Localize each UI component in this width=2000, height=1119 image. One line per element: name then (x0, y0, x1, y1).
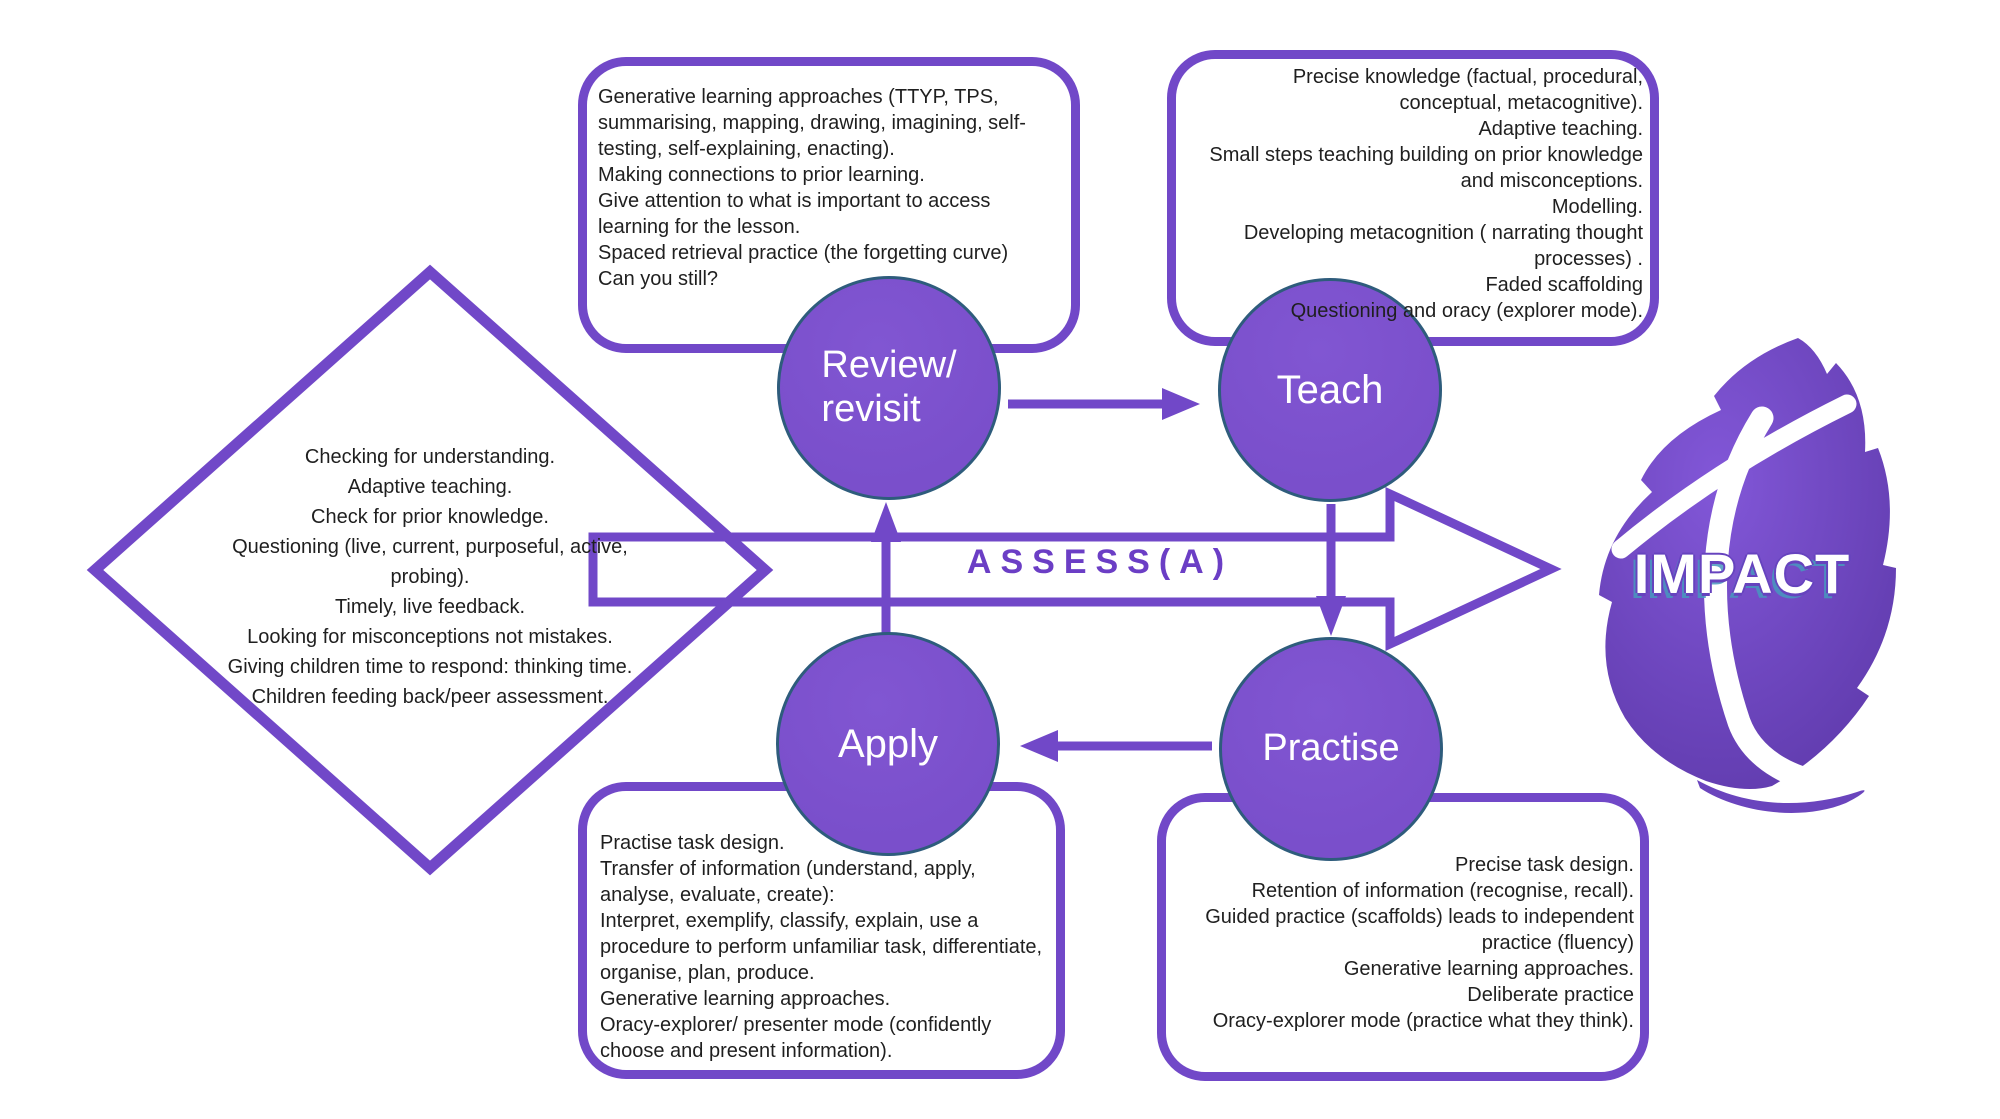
note-line: Questioning and oracy (explorer mode). (1290, 300, 1643, 322)
assess-arrow-label: ASSESS(A) (966, 543, 1234, 581)
stage-circle-review-revisit (777, 276, 1001, 500)
note-line: Small steps teaching building on prior knowledge and misconceptions. (1209, 144, 1643, 192)
note-line: Faded scaffolding (1485, 274, 1643, 296)
note-line: Modelling. (1551, 196, 1643, 218)
note-line: Spaced retrieval practice (the forgetting curve) (598, 242, 1009, 264)
note-line: Oracy-explorer mode (practice what they think). (1212, 1010, 1634, 1032)
stage-label-apply: Apply (837, 722, 939, 766)
note-line: Adaptive teaching. (347, 476, 513, 498)
note-line: Oracy-explorer/ presenter mode (confidently choose and present information). (600, 1014, 992, 1062)
note-line: Interpret, exemplify, classify, explain, use a procedure to perform unfamiliar task, differentiate, organise, plan, produce. (600, 910, 1043, 984)
note-line: Guided practice (scaffolds) leads to independent practice (fluency) (1205, 906, 1634, 954)
arrow-review-to-teach (1008, 388, 1200, 420)
stage-label-line: Review/ (821, 344, 957, 387)
review-notes-text (598, 84, 1066, 292)
note-line: Can you still? (598, 268, 719, 290)
note-line: Children feeding back/peer assessment. (251, 686, 609, 708)
stage-label-practise: Practise (1262, 727, 1400, 770)
note-line: Developing metacognition ( narrating thought processes) . (1243, 222, 1643, 270)
note-line: Check for prior knowledge. (311, 506, 549, 528)
note-line: Give attention to what is important to access learning for the lesson. (598, 190, 991, 238)
apply-notes-text (600, 830, 1052, 1064)
note-line: Retention of information (recognise, recall). (1251, 880, 1634, 902)
note-line: Adaptive teaching. (1478, 118, 1643, 140)
note-line: Precise task design. (1455, 854, 1634, 876)
note-line: Looking for misconceptions not mistakes. (247, 626, 613, 648)
note-line: Generative learning approaches (TTYP, TPS, summarising, mapping, drawing, imagining, self-testing, self-explaining, enacting). (598, 86, 1026, 160)
note-line: Deliberate practice (1467, 984, 1634, 1006)
note-line: Checking for understanding. (304, 446, 556, 468)
impact-logo-label: IMPACT (1633, 542, 1851, 605)
practise-notes-text (1172, 852, 1634, 1034)
note-line: Making connections to prior learning. (598, 164, 925, 186)
note-line: Timely, live feedback. (334, 596, 526, 618)
stage-circle-practise (1219, 637, 1443, 861)
arrow-practise-to-apply (1020, 730, 1212, 762)
note-line: Generative learning approaches. (600, 988, 891, 1010)
note-line: Practise task design. (600, 832, 785, 854)
note-line: Generative learning approaches. (1343, 958, 1634, 980)
stage-label-review-revisit (821, 344, 956, 431)
note-line: Giving children time to respond: thinking time. (227, 656, 633, 678)
stage-circle-apply (776, 632, 1000, 856)
teach-notes-text (1185, 64, 1643, 324)
stage-label-teach: Teach (1276, 368, 1384, 412)
note-line: Precise knowledge (factual, procedural, conceptual, metacognitive). (1292, 66, 1643, 114)
stage-label-line: revisit (821, 388, 921, 430)
note-line: Transfer of information (understand, apply, analyse, evaluate, create): (600, 858, 976, 906)
note-line: Questioning (live, current, purposeful, active, probing). (232, 536, 628, 588)
diamond-notes-text (205, 442, 655, 712)
